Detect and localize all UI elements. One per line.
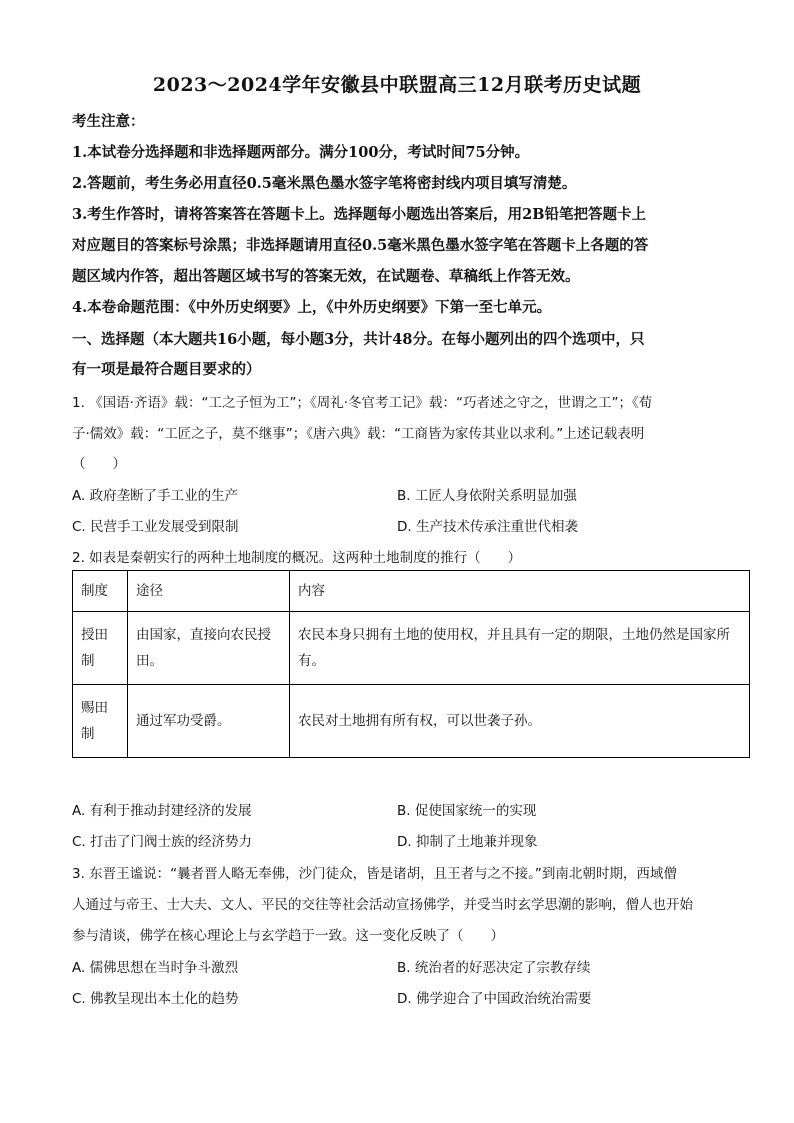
table-cell-content: 农民对土地拥有所有权，可以世袭子孙。 (290, 685, 750, 758)
question-2-option-b: B. 促使国家统一的实现 (397, 803, 537, 819)
notice-item: 4.本卷命题范围：《中外历史纲要》上，《中外历史纲要》下第一至七单元。 (72, 299, 552, 316)
table-cell-system: 赐田制 (73, 685, 128, 758)
exam-title: 2023～2024学年安徽县中联盟高三12月联考历史试题 (152, 74, 642, 96)
question-1-option-d: D. 生产技术传承注重世代相袭 (397, 519, 578, 535)
table-header-cell: 制度 (73, 571, 128, 612)
table-row (73, 612, 750, 685)
question-3-stem: 参与清谈，佛学在核心理论上与玄学趋于一致。这一变化反映了（ ） (72, 928, 504, 944)
question-1-stem: 1. 《国语·齐语》载：“工之子恒为工”；《周礼·冬官考工记》载：“巧者述之守之，世谓之工”；《荀 (72, 395, 653, 411)
question-2-option-d: D. 抑制了土地兼并现象 (397, 834, 538, 850)
question-3-stem: 人通过与帝王、士大夫、文人、平民的交往等社会活动宣扬佛学，并受当时玄学思潮的影响，僧人也开始 (72, 897, 693, 913)
question-3-option-b: B. 统治者的好恶决定了宗教存续 (397, 960, 591, 976)
notice-heading: 考生注意： (72, 113, 145, 130)
table-header-cell: 内容 (290, 571, 750, 612)
table-cell-way: 通过军功受爵。 (128, 685, 290, 758)
land-system-table (72, 570, 750, 758)
table-row (73, 685, 750, 758)
question-3-stem: 3. 东晋王谧说：“曩者晋人略无奉佛，沙门徒众，皆是诸胡，且王者与之不接。”到南北朝时期，西域僧 (72, 866, 677, 882)
question-3-option-a: A. 儒佛思想在当时争斗激烈 (72, 960, 239, 976)
question-1-option-a: A. 政府垄断了手工业的生产 (72, 488, 239, 504)
question-2-option-c: C. 打击了门阀士族的经济势力 (72, 834, 253, 850)
notice-item: 3.考生作答时，请将答案答在答题卡上。选择题每小题选出答案后，用2B铅笔把答题卡上 (72, 206, 646, 223)
question-2-option-a: A. 有利于推动封建经济的发展 (72, 803, 252, 819)
question-3-option-c: C. 佛教呈现出本土化的趋势 (72, 991, 239, 1007)
question-2-stem: 2. 如表是秦朝实行的两种土地制度的概况。这两种土地制度的推行（ ） (72, 550, 522, 566)
section-heading-cont: 有一项是最符合题目要求的） (72, 361, 261, 378)
question-1-stem: （ ） (72, 456, 126, 472)
question-1-stem: 子·儒效》载：“工匠之子，莫不继事”；《唐六典》载：“工商皆为家传其业以求利。”上述记载表明 (72, 426, 645, 442)
table-cell-way: 由国家，直接向农民授田。 (128, 612, 290, 685)
notice-item: 1.本试卷分选择题和非选择题两部分。满分100分，考试时间75分钟。 (72, 144, 530, 161)
table-header-cell: 途径 (128, 571, 290, 612)
table-cell-system: 授田制 (73, 612, 128, 685)
question-3-option-d: D. 佛学迎合了中国政治统治需要 (397, 991, 592, 1007)
notice-item: 对应题目的答案标号涂黑；非选择题请用直径0.5毫米黑色墨水签字笔在答题卡上各题的答 (72, 237, 649, 254)
question-1-option-b: B. 工匠人身依附关系明显加强 (397, 488, 577, 504)
table-cell-content: 农民本身只拥有土地的使用权，并且具有一定的期限，土地仍然是国家所有。 (290, 612, 750, 685)
notice-item: 题区域内作答，超出答题区域书写的答案无效，在试题卷、草稿纸上作答无效。 (72, 268, 580, 285)
question-1-option-c: C. 民营手工业发展受到限制 (72, 519, 239, 535)
table-header-row (73, 571, 750, 612)
section-heading: 一、选择题（本大题共16小题，每小题3分，共计48分。在每小题列出的四个选项中，只 (72, 331, 645, 348)
notice-item: 2.答题前，考生务必用直径0.5毫米黑色墨水签字笔将密封线内项目填写清楚。 (72, 175, 577, 192)
